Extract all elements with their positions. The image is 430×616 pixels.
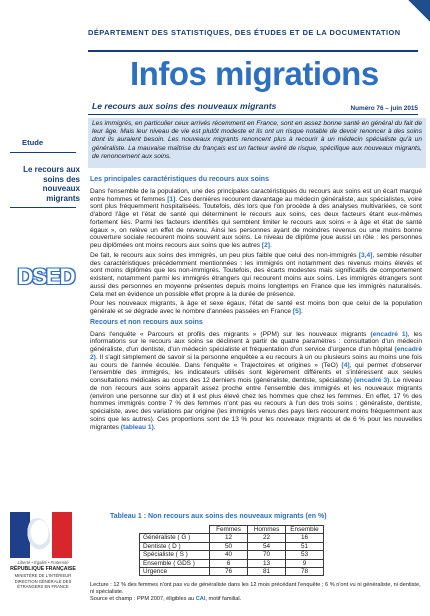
table-cell: 40 xyxy=(210,551,248,559)
republic-name: RÉPUBLIQUE FRANÇAISE xyxy=(10,566,76,572)
table-cell: 53 xyxy=(286,551,324,559)
table-cell: 6 xyxy=(210,559,248,567)
sidebar xyxy=(0,117,86,616)
dsed-logo: DSED xyxy=(17,264,75,289)
table-note xyxy=(90,582,422,603)
table-cell: 76 xyxy=(210,568,248,576)
source-note: Source et champ : PPM 2007, éligibles au CAI, motif familial. xyxy=(90,596,242,602)
table-row xyxy=(140,559,324,567)
reference-link[interactable]: [4] xyxy=(341,361,350,369)
reference-link[interactable]: (tableau 1) xyxy=(120,423,154,431)
article-title: Le recours aux soins des nouveaux migrants xyxy=(92,101,277,111)
data-table xyxy=(139,525,324,576)
table-cell: 81 xyxy=(248,568,286,576)
table-title: Tableau 1 : Non recours aux soins des nouveaux migrants (en %) xyxy=(110,513,327,520)
header-rule xyxy=(88,50,418,52)
table-cell: Généraliste ( G ) xyxy=(140,534,210,542)
section-heading: Les principales caractéristiques du recours aux soins xyxy=(90,176,269,183)
sidebar-rule xyxy=(10,152,76,153)
section-heading: Recours et non recours aux soins xyxy=(90,318,203,326)
table-cell: Dentiste ( D ) xyxy=(140,542,210,550)
table-row xyxy=(140,534,324,542)
paragraph: Pour les nouveaux migrants, à âge et sexe égaux, l'état de santé est moins bon que celui de la population générale et se dégrade avec le nombre d'années passées en France [5]. xyxy=(90,300,422,315)
table-cell: 22 xyxy=(248,534,286,542)
paragraph: De fait, le recours aux soins des immigrés, un peu plus faible que celui des non-immigrés [3,4], semble résulter des caractéristiques précédemment mentionnées : les immigrés ont notamment des revenus moins élevés et sont moins diplômés que les non-immigrés. Toutefois, des écarts modestes mais significatifs de comportement existent, notamment parmi les immigrés étrangers qui recourent moins aux soins. Les immigrés étrangers sont aussi des personnes en moyenne présentes depuis moins longtemps en France que les immigrés naturalisés. Cela met en évidence un possible effet propre à la durée de présence. xyxy=(90,251,422,298)
table-header-row xyxy=(140,526,324,534)
directorate-name: DIRECTION GÉNÉRALE DES ÉTRANGERS EN FRANCE xyxy=(14,579,72,589)
table-cell: Ensemble ( GDS ) xyxy=(140,559,210,567)
article-body xyxy=(90,173,422,433)
department-name: DÉPARTEMENT DES STATISTIQUES, DES ÉTUDES ET DE LA DOCUMENTATION xyxy=(88,28,401,37)
republic-motto: Liberté • Égalité • Fraternité xyxy=(17,560,69,565)
subtitle-rule xyxy=(88,114,418,115)
column-header: Ensemble xyxy=(286,526,324,534)
table-cell: 50 xyxy=(210,542,248,550)
issue-number: Numéro 76 – juin 2015 xyxy=(350,105,418,112)
table-cell: 54 xyxy=(248,542,286,550)
paragraph: Dans l'enquête « Parcours et profils des migrants » (PPM) sur les nouveaux migrants (encadré 1), les informations sur le recours aux soins se déclinent à partir de quatre paramètres : consultation d'un médecin généraliste, d'un dentiste, d'un médecin spécialiste et fréquentation d'un service d'urgence d'un hôpital (encadré 2). Il s'agit simplement de savoir si la personne enquêtée a eu recours à un ou plusieurs soins au moins une fois au cours de l'année écoulée. Dans l'enquête « Trajectoires et origines » (TeO) [4], qui permet d'observer l'ensemble des immigrés, les indicateurs utilisés sont légèrement différents et s'intéressent aux seules consultations médicales au cours des 12 derniers mois (généraliste, dentiste, spécialiste) (encadré 3). Le niveau de non recours aux soins apparaît assez proche entre l'ensemble des immigrés et les nouveaux migrants (environ une personne sur dix) et il est plus élevé chez les hommes que chez les femmes. En effet, 17 % des hommes immigrés contre 7 % des femmes n'ont pas eu recours à l'un des trois soins : généraliste, dentiste, spécialiste, avec des variations par origine (les immigrés venus des pays tiers recourent moins fréquemment aux soins que les autres). Ces proportions sont de 13 % pour les nouveaux migrants et de 6 % pour les nouvelles migrantes (tableau 1). xyxy=(90,330,423,431)
table-cell: 12 xyxy=(210,534,248,542)
marianne-flag-icon xyxy=(10,512,72,558)
reference-link[interactable]: [2] xyxy=(261,242,270,249)
table-cell: 16 xyxy=(286,534,324,542)
reference-link[interactable]: (encadré 1) xyxy=(370,330,408,338)
publication-title: Infos migrations xyxy=(130,55,379,92)
ministry-name: MINISTÈRE DE L'INTÉRIEUR xyxy=(14,573,72,578)
sidebar-topic: Le recours aux soins des nouveaux migrants xyxy=(23,165,80,203)
table-cell: Urgence xyxy=(140,568,210,576)
table-cell: Spécialiste ( S ) xyxy=(140,551,210,559)
table-row xyxy=(140,551,324,559)
table-row xyxy=(140,568,324,576)
corner-tab xyxy=(408,0,430,22)
sidebar-rule xyxy=(10,207,76,208)
abstract-box: Les immigrés, en particulier ceux arrivés récemment en France, sont en assez bonne santé en général du fait de leur âge. Mais leur niveau de vie est plutôt modeste et ils ont un risque notable de devoir renoncer à des soins dont ils auraient besoin. Les nouveaux migrants renoncent plus à recourir à un médecin spécialiste qu'à un généraliste. La mauvaise maîtrise du français est un facteur avéré de risque, spécifique aux nouveaux migrants, de renoncement aux soins. xyxy=(88,118,426,168)
table-cell: 70 xyxy=(248,551,286,559)
table-cell: 13 xyxy=(248,559,286,567)
column-header: Hommes xyxy=(248,526,286,534)
table-cell: 51 xyxy=(286,542,324,550)
paragraph: Dans l'ensemble de la population, une des principales caractéristiques du recours aux soins est un écart marqué entre hommes et femmes [1]. Ces dernières recourent davantage au médecin généraliste, aux spécialistes, voire sont plus fréquemment hospitalisées. Toutefois, dès lors que l'on procède à des analyses multivariées, ce sont d'abord l'âge et l'état de santé qui déterminent le recours aux soins, ces deux facteurs étant eux-mêmes fortement liés. Parmi les facteurs identifiés qui semblent limiter le recours aux soins « à âge et état de santé égaux », on relève un effet de revenu. Ainsi les personnes ayant de moindres revenus ou une moins bonne couverture sociale recourent moins souvent aux soins. Le niveau de diplôme joue aussi un rôle : les personnes peu diplômées ont moins recours aux soins que les autres [2]. xyxy=(90,187,422,249)
republique-francaise-logo xyxy=(4,512,82,589)
reference-link[interactable]: [1] xyxy=(167,195,176,203)
cai-link[interactable]: CAI xyxy=(195,596,206,602)
column-header: Femmes xyxy=(210,526,248,534)
reading-note: Lecture : 12 % des femmes n'ont pas vu de généraliste dans les 12 mois précédant l'enquête ; 6 % n'ont vu ni généraliste, ni dentiste, ni spécialiste. xyxy=(90,582,421,595)
table-row xyxy=(140,542,324,550)
reference-link[interactable]: (encadré 3) xyxy=(353,377,390,384)
table-cell: 9 xyxy=(286,559,324,567)
reference-link[interactable]: [5] xyxy=(292,308,301,315)
column-header xyxy=(140,526,210,534)
reference-link[interactable]: (encadré 2) xyxy=(90,346,423,361)
category-label: Etude xyxy=(22,138,44,147)
reference-link[interactable]: [3,4] xyxy=(358,251,373,259)
table-cell: 78 xyxy=(286,568,324,576)
